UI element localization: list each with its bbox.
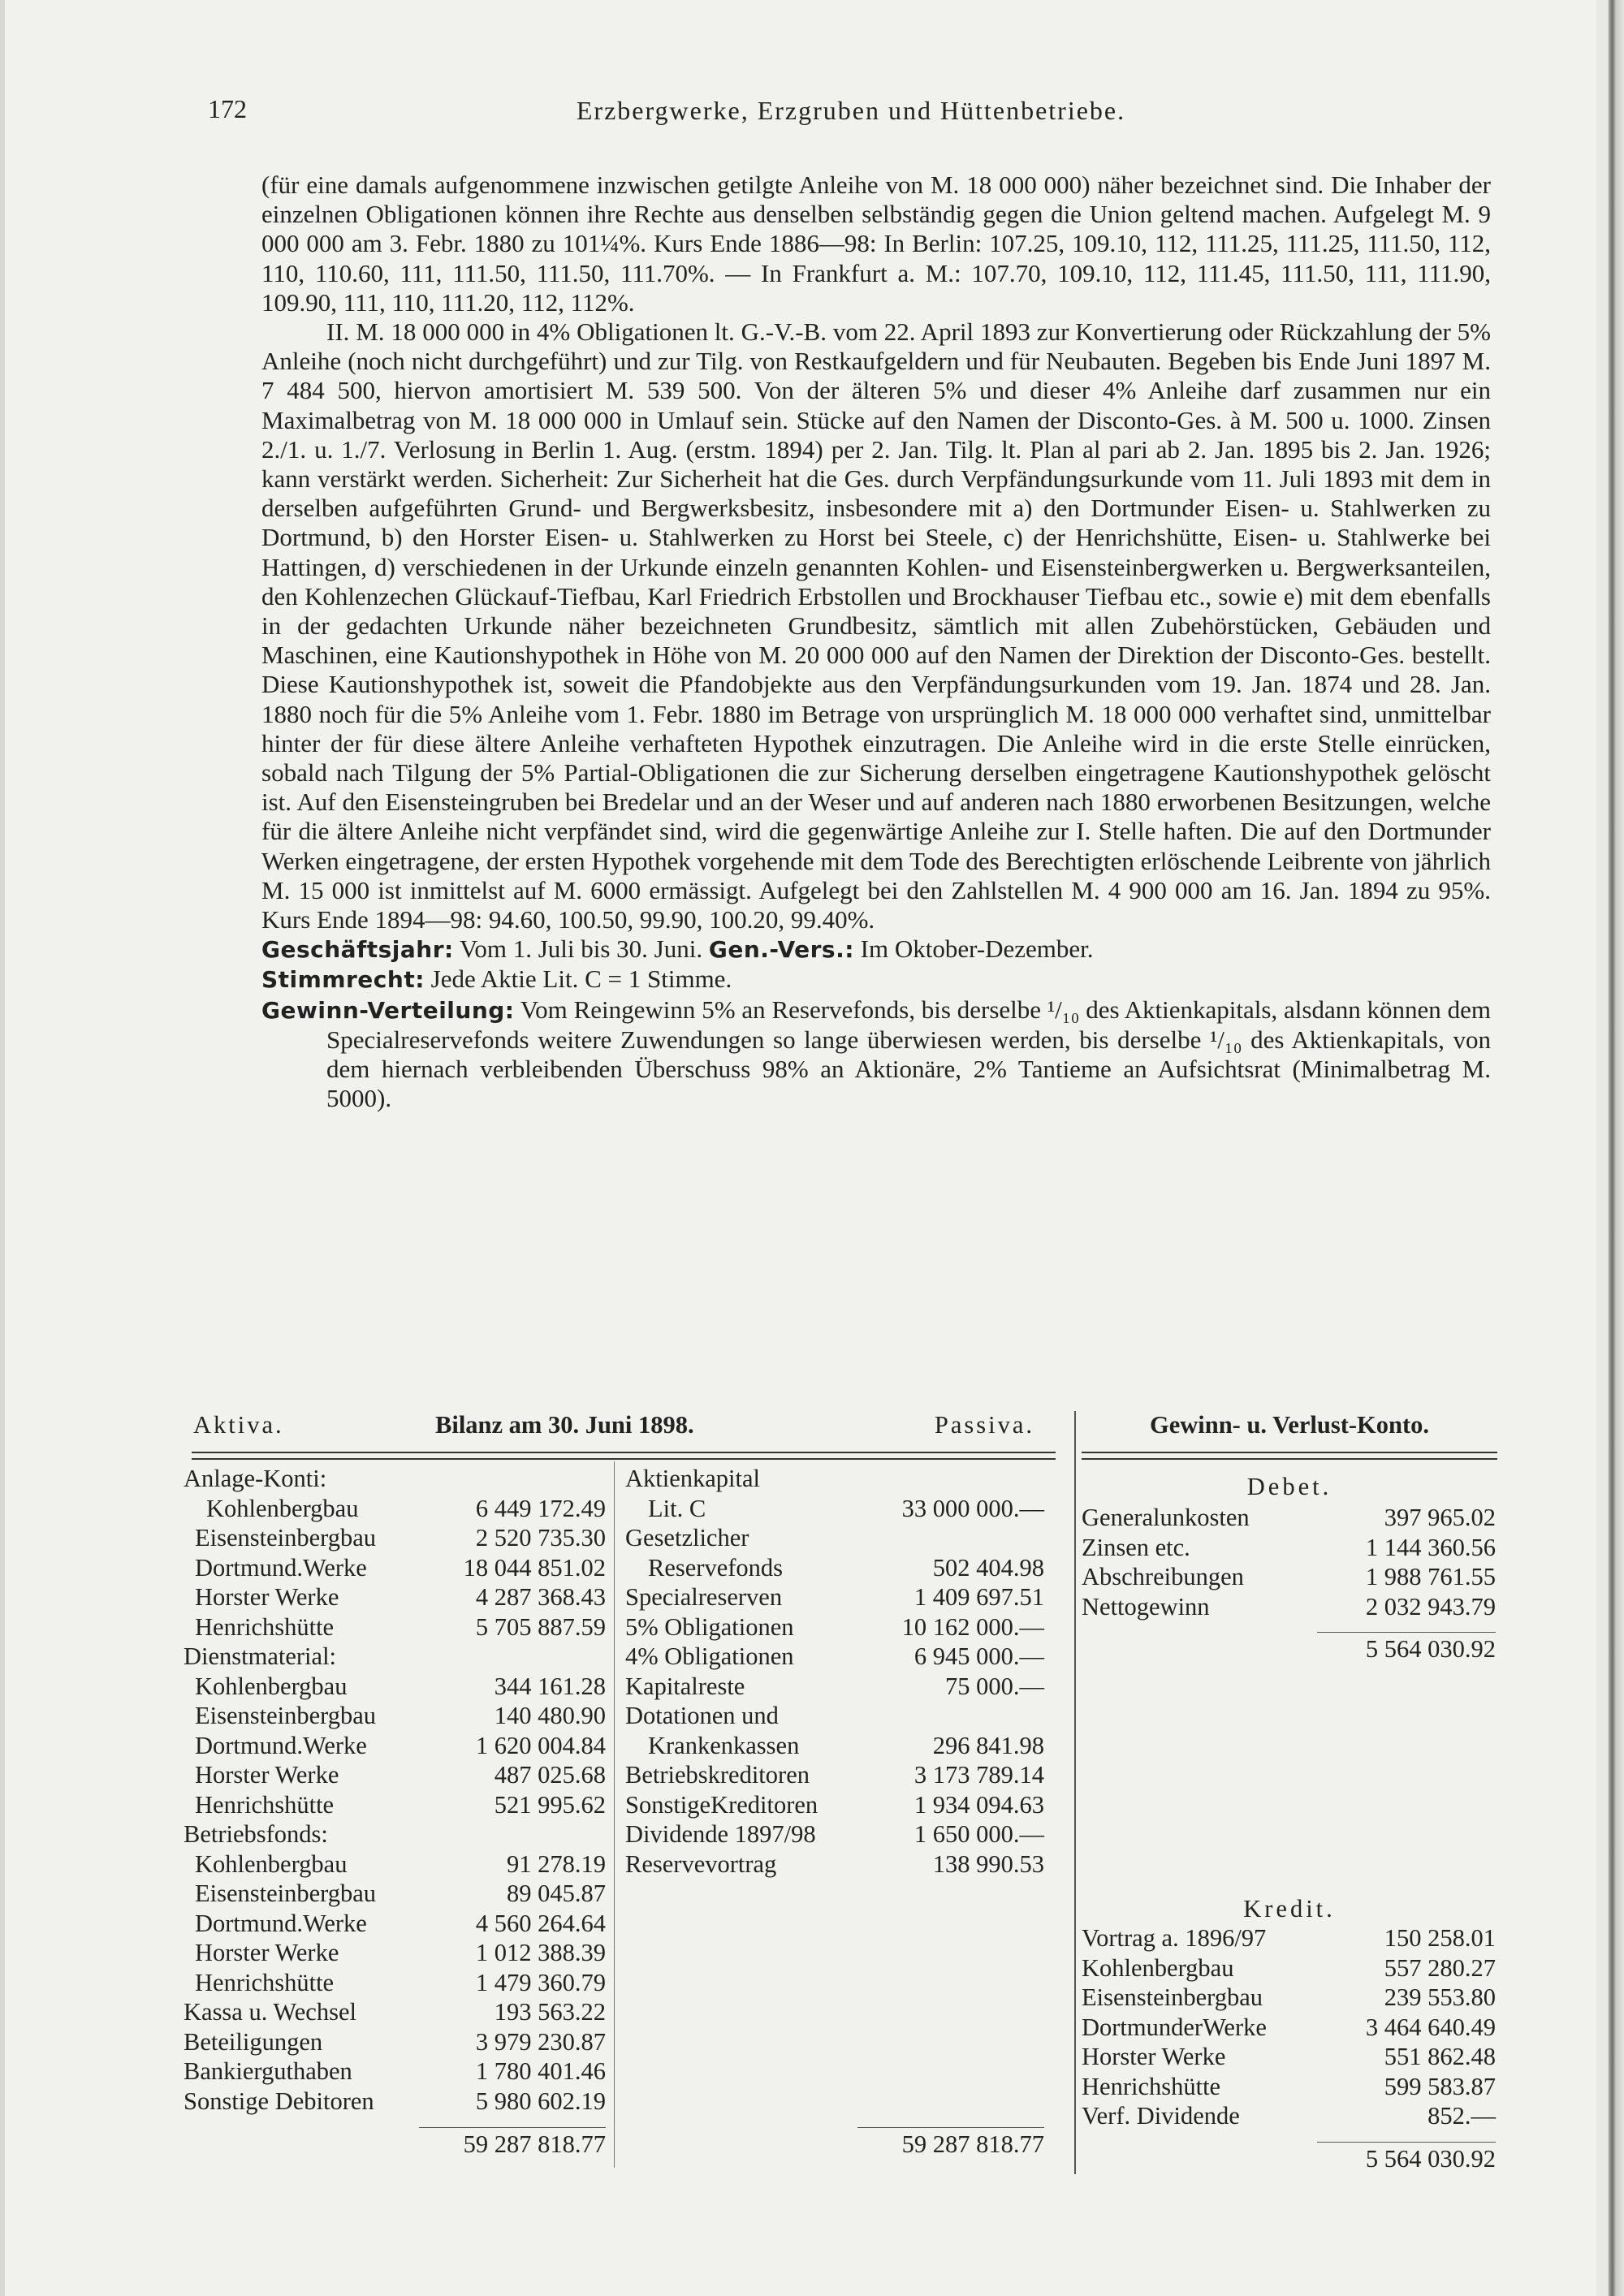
passiva-row-label: Betriebskreditoren [625, 1761, 810, 1789]
passiva-row [625, 1554, 1051, 1584]
passiva-row-label: Gesetzlicher [625, 1524, 749, 1552]
aktiva-row-value: 193 563.22 [494, 1998, 606, 2026]
aktiva-row-label: Horster Werke [195, 1761, 339, 1789]
kredit-row-value: 3 464 640.49 [1365, 2013, 1496, 2041]
kredit-row [1082, 2013, 1496, 2044]
aktiva-row [184, 1880, 612, 1910]
aktiva-row-label: Betriebsfonds: [184, 1820, 328, 1848]
passiva-row [625, 1583, 1051, 1613]
passiva-row [625, 1820, 1051, 1850]
passiva-row [625, 1672, 1051, 1703]
aktiva-row [184, 1465, 612, 1495]
scan-left-edge [0, 0, 5, 2296]
aktiva-row [184, 1672, 612, 1703]
debet-list [1082, 1504, 1496, 1622]
aktiva-row-value: 3 979 230.87 [475, 2027, 606, 2056]
aktiva-row [184, 1820, 612, 1850]
aktiva-row [184, 1702, 612, 1732]
kredit-row-value: 239 553.80 [1384, 1983, 1496, 2011]
aktiva-row [184, 1969, 612, 1999]
debet-row-value: 1 988 761.55 [1365, 1563, 1496, 1590]
paragraph-bond-1: (für eine damals aufgenommene inzwischen getilgte Anleihe von M. 18 000 000) näher bezeichnet sind. Die Inhaber der einzelnen Obligationen können ihre Rechte aus denselben selbständig gegen die Union geltend machen. Aufgelegt M. 9 000 000 am 3. Febr. 1880 zu 101¼%. Kurs Ende 1886—98: In Berlin: 107.25, 109.10, 112, 111.25, 111.25, 111.50, 112, 110, 110.60, 111, 111.50, 111.50, 111.70%. — In Frankfurt a. M.: 107.70, 109.10, 112, 111.45, 111.50, 111, 111.90, 109.90, 111, 110, 111.20, 112, 112%. [261, 170, 1491, 317]
bilanz-rule-2 [192, 1458, 1056, 1460]
kredit-row [1082, 2043, 1496, 2073]
passiva-row-label: 4% Obligationen [625, 1642, 794, 1670]
aktiva-row-label: Beteiligungen [184, 2027, 323, 2056]
passiva-row-label: Kapitalreste [625, 1672, 745, 1700]
bilanz-title: Bilanz am 30. Juni 1898. [435, 1411, 694, 1439]
aktiva-row-value: 344 161.28 [494, 1672, 606, 1700]
passiva-row [625, 1702, 1051, 1732]
aktiva-row [184, 1613, 612, 1643]
aktiva-row-value: 4 560 264.64 [475, 1909, 606, 1937]
passiva-row-value: 3 173 789.14 [914, 1761, 1044, 1789]
stimmrecht-label: Stimmrecht: [261, 966, 425, 994]
gewinn-verteilung-line [261, 995, 1491, 1114]
page-number: 172 [208, 94, 247, 123]
aktiva-row [184, 1524, 612, 1554]
passiva-row-value: 502 404.98 [932, 1553, 1044, 1582]
debet-row [1082, 1593, 1496, 1623]
debet-row-value: 2 032 943.79 [1365, 1592, 1496, 1621]
aktiva-row-label: Eisensteinbergbau [195, 1702, 377, 1729]
aktiva-row-label: Eisensteinbergbau [195, 1524, 377, 1552]
passiva-row-label: Lit. C [648, 1494, 706, 1522]
passiva-total [625, 2130, 1051, 2163]
passiva-row-label: Krankenkassen [648, 1731, 800, 1759]
aktiva-row-label: Sonstige Debitoren [184, 2087, 374, 2115]
paragraph-bond-2: II. M. 18 000 000 in 4% Obligationen lt. G.-V.-B. vom 22. April 1893 zur Konvertierung oder Rückzahlung der 5% Anleihe (noch nicht durchgeführt) und zur Tilg. von Restkaufgeldern und für Neubauten. Begeben bis Ende Juni 1897 M. 7 484 500, hiervon amortisiert M. 539 500. Von der älteren 5% und dieser 4% Anleihe darf zusammen nur ein Maximalbetrag von M. 18 000 000 in Umlauf sein. Stücke auf den Namen der Disconto-Ges. à M. 500 u. 1000. Zinsen 2./1. u. 1./7. Verlosung in Berlin 1. Aug. (erstm. 1894) per 2. Jan. Tilg. lt. Plan al pari ab 2. Jan. 1895 bis 2. Jan. 1926; kann verstärkt werden. Sicherheit: Zur Sicherheit hat die Ges. durch Verpfändungsurkunde vom 11. Juli 1893 mit dem in derselben aufgeführten Grund- und Bergwerksbesitz, insbesondere mit a) den Dortmunder Eisen- u. Stahlwerken zu Dortmund, b) den Horster Eisen- u. Stahlwerken zu Horst bei Steele, c) der Henrichshütte, Eisen- u. Stahlwerke bei Hattingen, d) verschiedenen in der Urkunde einzeln genannten Kohlen- und Eisensteinbergwerken u. Bergwerksanteilen, den Kohlenzechen Glückauf-Tiefbau, Karl Friedrich Erbstollen und Brockhauser Tiefbau etc., sowie e) mit dem ebenfalls in der gedachten Urkunde näher bezeichneten Grundbesitz, sämtlich mit allen Zubehörstücken, Gebäuden und Maschinen, eine Kautionshypothek in Höhe von M. 20 000 000 auf den Namen der Direktion der Disconto-Ges. bestellt. Diese Kautionshypothek ist, soweit die Pfandobjekte aus den Verpfändungsurkunden vom 19. Jan. 1874 und 28. Jan. 1880 noch für die 5% Anleihe vom 1. Febr. 1880 im Betrage von ursprünglich M. 18 000 000 verhaftet sind, unmittelbar hinter der für diese ältere Anleihe verhafteten Hypothek einzutragen. Die Anleihe wird in die erste Stelle einrücken, sobald nach Tilgung der 5% Partial-Obligationen die zur Sicherung derselben eingetragene Kautionshypothek gelöscht ist. Auf den Eisensteingruben bei Bredelar und an der Weser und auf anderen nach 1880 erworbenen Besitzungen, welche für die ältere Anleihe nicht verpfändet sind, wird die gegenwärtige Anleihe zur I. Stelle haften. Die auf den Dortmunder Werken eingetragene, der ersten Hypothek vorgehende mit dem Tode des Berechtigten erlöschende Leibrente von jährlich M. 15 000 ist inmittelst auf M. 6000 ermässigt. Aufgelegt bei den Zahlstellen M. 4 900 000 am 16. Jan. 1894 zu 95%. Kurs Ende 1894—98: 94.60, 100.50, 99.90, 100.20, 99.40%. [261, 317, 1491, 934]
scan-binding-edge [1596, 0, 1624, 2296]
passiva-total-value: 59 287 818.77 [901, 2130, 1044, 2158]
aktiva-row-value: 1 012 388.39 [475, 1939, 606, 1966]
gewinn-verteilung-text: Vom Reingewinn 5% an Reservefonds, bis derselbe ¹/₁₀ des Aktienkapitals, alsdann können dem Specialreservefonds weitere Zuwendungen so lange überwiesen werden, bis derselbe ¹/₁₀ des Aktienkapitals, von dem hiernach verbleibenden Überschuss 98% an Aktionäre, 2% Tantieme an Aufsichtsrat (Minimalbetrag M. 5000). [326, 995, 1491, 1113]
aktiva-row [184, 1761, 612, 1791]
debet-row-label: Zinsen etc. [1082, 1533, 1190, 1561]
gewinn-verlust-title: Gewinn- u. Verlust-Konto. [1149, 1411, 1430, 1439]
aktiva-row-label: Henrichshütte [195, 1968, 335, 1996]
aktiva-row-label: Henrichshütte [195, 1612, 335, 1641]
kredit-row-label: Eisensteinbergbau [1082, 1983, 1263, 2011]
kredit-row-value: 852.— [1427, 2102, 1496, 2130]
aktiva-row-value: 6 449 172.49 [475, 1494, 606, 1522]
aktiva-row [184, 1732, 612, 1762]
bilanz-column-divider [614, 1461, 615, 2168]
aktiva-row [184, 1583, 612, 1613]
kredit-label: Kredit. [1243, 1895, 1336, 1923]
gen-vers-text: Im Oktober-Dezember. [860, 934, 1094, 964]
debet-row-label: Nettogewinn [1082, 1592, 1210, 1621]
kredit-row-label: Verf. Dividende [1082, 2102, 1240, 2130]
geschaeftsjahr-label: Geschäftsjahr: [261, 936, 454, 964]
passiva-row-label: Reservefonds [648, 1553, 784, 1582]
aktiva-row-value: 91 278.19 [507, 1849, 606, 1878]
aktiva-row-label: Bankierguthaben [184, 2057, 352, 2085]
kredit-row [1082, 2102, 1496, 2132]
passiva-row-label: Dividende 1897/98 [625, 1820, 816, 1848]
aktiva-row-label: Dortmund.Werke [195, 1553, 367, 1582]
passiva-row [625, 1791, 1051, 1821]
passiva-row-label: 5% Obligationen [625, 1612, 794, 1641]
gewinn-rule [1082, 1452, 1497, 1453]
kredit-row-value: 557 280.27 [1384, 1953, 1496, 1982]
passiva-row-value: 138 990.53 [932, 1849, 1044, 1878]
passiva-row-value: 10 162 000.— [901, 1612, 1044, 1641]
kredit-row-label: Vortrag a. 1896/97 [1082, 1924, 1267, 1952]
kredit-row [1082, 1954, 1496, 1984]
stimmrecht-line [261, 965, 1491, 995]
aktiva-row [184, 1642, 612, 1672]
table-divider [1074, 1411, 1076, 2174]
aktiva-row-label: Horster Werke [195, 1939, 339, 1966]
passiva-row [625, 1613, 1051, 1643]
aktiva-row [184, 1998, 612, 2028]
kredit-total [1082, 2145, 1496, 2177]
aktiva-row-value: 5 705 887.59 [475, 1612, 606, 1641]
passiva-list [625, 1465, 1051, 1880]
passiva-row [625, 1761, 1051, 1791]
debet-row [1082, 1563, 1496, 1593]
kredit-row-label: DortmunderWerke [1082, 2013, 1267, 2041]
passiva-row [625, 1642, 1051, 1672]
passiva-row-label: Reservevortrag [625, 1849, 777, 1878]
aktiva-row-label: Henrichshütte [195, 1790, 335, 1819]
aktiva-row-value: 5 980 602.19 [475, 2087, 606, 2115]
passiva-row-label: Aktienkapital [625, 1465, 761, 1492]
passiva-row-value: 1 409 697.51 [914, 1583, 1044, 1611]
debet-row [1082, 1504, 1496, 1534]
aktiva-row-value: 487 025.68 [494, 1761, 606, 1789]
debet-row-label: Abschreibungen [1082, 1563, 1244, 1590]
debet-label: Debet. [1246, 1473, 1332, 1500]
aktiva-row [184, 2028, 612, 2058]
kredit-total-value: 5 564 030.92 [1365, 2145, 1496, 2173]
debet-row-value: 397 965.02 [1384, 1504, 1496, 1531]
kredit-row-value: 150 258.01 [1384, 1924, 1496, 1952]
passiva-row [625, 1495, 1051, 1525]
passiva-row [625, 1732, 1051, 1762]
debet-row-value: 1 144 360.56 [1365, 1533, 1496, 1561]
aktiva-label: Aktiva. [193, 1411, 284, 1439]
passiva-row-value: 75 000.— [945, 1672, 1044, 1700]
aktiva-row-value: 1 620 004.84 [475, 1731, 606, 1759]
passiva-total-rule [857, 2127, 1044, 2128]
passiva-row [625, 1524, 1051, 1554]
aktiva-row-label: Kassa u. Wechsel [184, 1998, 356, 2026]
kredit-row-label: Kohlenbergbau [1082, 1953, 1234, 1982]
passiva-row-value: 6 945 000.— [914, 1642, 1044, 1670]
passiva-row-value: 296 841.98 [932, 1731, 1044, 1759]
aktiva-row [184, 2087, 612, 2117]
kredit-list [1082, 1924, 1496, 2132]
debet-row [1082, 1534, 1496, 1564]
aktiva-row [184, 1939, 612, 1969]
passiva-row-label: Dotationen und [625, 1702, 779, 1729]
kredit-row-label: Horster Werke [1082, 2043, 1226, 2070]
aktiva-row-value: 1 780 401.46 [475, 2057, 606, 2085]
aktiva-row-label: Horster Werke [195, 1583, 339, 1611]
aktiva-list [184, 1465, 612, 2117]
gewinn-rule-2 [1082, 1458, 1497, 1460]
kredit-row [1082, 1983, 1496, 2013]
debet-total-value: 5 564 030.92 [1365, 1635, 1496, 1663]
kredit-row-label: Henrichshütte [1082, 2072, 1221, 2100]
aktiva-row-value: 2 520 735.30 [475, 1524, 606, 1552]
aktiva-total-rule [419, 2127, 606, 2128]
aktiva-row-label: Dortmund.Werke [195, 1731, 367, 1759]
stimmrecht-text: Jede Aktie Lit. C = 1 Stimme. [430, 965, 732, 994]
gen-vers-label: Gen.-Vers.: [708, 936, 854, 964]
passiva-row-label: SonstigeKreditoren [625, 1790, 818, 1819]
financial-tables [184, 1411, 1496, 2174]
aktiva-row-label: Dienstmaterial: [184, 1642, 337, 1670]
aktiva-row [184, 1791, 612, 1821]
aktiva-total-value: 59 287 818.77 [463, 2130, 606, 2158]
body-text [261, 170, 1491, 1114]
aktiva-row-value: 18 044 851.02 [463, 1553, 606, 1582]
page-header [208, 94, 1494, 130]
debet-total-rule [1317, 1632, 1496, 1633]
aktiva-row [184, 2057, 612, 2087]
aktiva-row [184, 1554, 612, 1584]
bilanz-header [184, 1411, 1049, 1452]
aktiva-row-label: Kohlenbergbau [195, 1672, 348, 1700]
kredit-row [1082, 1924, 1496, 1954]
aktiva-row-value: 4 287 368.43 [475, 1583, 606, 1611]
aktiva-row-label: Anlage-Konti: [184, 1465, 327, 1492]
passiva-label: Passiva. [934, 1411, 1034, 1439]
kredit-row [1082, 2073, 1496, 2103]
aktiva-row-label: Eisensteinbergbau [195, 1880, 377, 1907]
kredit-row-value: 599 583.87 [1384, 2072, 1496, 2100]
geschaeftsjahr-line [261, 934, 1491, 965]
gewinn-verteilung-label: Gewinn-Verteilung: [261, 996, 515, 1024]
aktiva-row-value: 1 479 360.79 [475, 1968, 606, 1996]
passiva-row-value: 1 650 000.— [914, 1820, 1044, 1848]
passiva-row-value: 1 934 094.63 [914, 1790, 1044, 1819]
debet-row-label: Generalunkosten [1082, 1504, 1250, 1531]
aktiva-row-label: Kohlenbergbau [195, 1849, 348, 1878]
debet-total [1082, 1635, 1496, 1668]
passiva-row-label: Specialreserven [625, 1583, 783, 1611]
aktiva-row-value: 521 995.62 [494, 1790, 606, 1819]
kredit-row-value: 551 862.48 [1384, 2043, 1496, 2070]
aktiva-row [184, 1850, 612, 1880]
aktiva-row [184, 1495, 612, 1525]
geschaeftsjahr-text: Vom 1. Juli bis 30. Juni. [459, 934, 703, 964]
running-title: Erzbergwerke, Erzgruben und Hüttenbetriebe. [576, 96, 1126, 125]
kredit-total-rule [1317, 2142, 1496, 2143]
passiva-row-value: 33 000 000.— [901, 1494, 1044, 1522]
aktiva-total [184, 2130, 612, 2163]
aktiva-row-value: 89 045.87 [507, 1880, 606, 1907]
aktiva-row-label: Dortmund.Werke [195, 1909, 367, 1937]
passiva-row [625, 1465, 1051, 1495]
bilanz-rule [192, 1452, 1056, 1453]
aktiva-row-label: Kohlenbergbau [206, 1494, 359, 1522]
passiva-row [625, 1850, 1051, 1880]
aktiva-row-value: 140 480.90 [494, 1702, 606, 1729]
aktiva-row [184, 1910, 612, 1940]
